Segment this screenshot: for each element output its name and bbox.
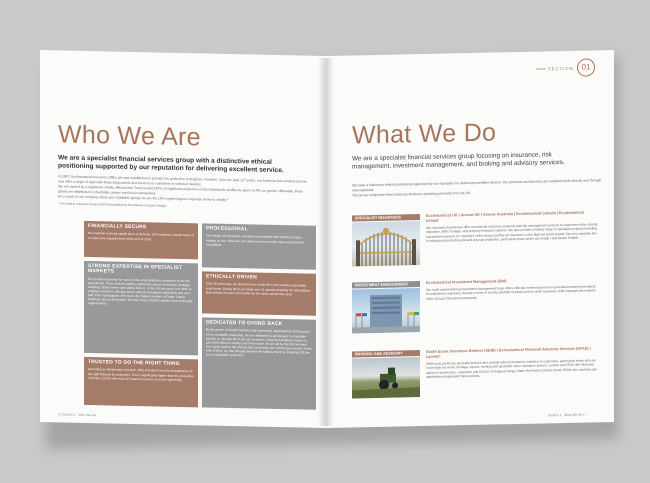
photo-ornate-gates	[352, 221, 420, 266]
box-professional	[202, 223, 316, 269]
photo-tractor-field	[352, 357, 420, 398]
box-trusted	[84, 357, 198, 407]
right-page	[326, 50, 614, 428]
left-page	[40, 50, 326, 428]
division-heading-insurance: Ecclesiastical UK | Ansvar UK | Ansvar Australia | Ecclesiastical Canada | Ecclesiastical Ireland	[426, 210, 584, 223]
division-heading-investment: Ecclesiastical Investment Management (EIM)	[426, 279, 507, 285]
box-ethically-driven	[202, 271, 316, 315]
right-paragraph-1: We have a distinctive ethical positioning supported by our reputation for delivering excellent service. Our products and services are marketed both directly and through intermediaries.	[352, 178, 602, 193]
section-label: SECTION	[548, 65, 574, 72]
box-text: We provide insurance for some of the most distinctive properties in the UK and abroad. These include castles, cathedrals, places of worship, heritage buildings, listed homes and stately homes. In the UK we insure over 90% of Anglican churches. We also insure almost all Anglican cathedrals and over half of the synagogues. We insure the highest number of Grade I listed buildings across all insurers. We also insure 40,000 charities and community organisations.	[88, 276, 193, 306]
box-heading: DEDICATED TO GIVING BACK	[206, 319, 283, 328]
division-text-investment: Our multi-award-winning investment management team offers ethically screened and non-screened investment products to institutional customers through a team of charity and faith markets) and to retail customers. EIM manages the majority of the Group's financial investments.	[426, 284, 596, 301]
photo-flags-building	[352, 288, 420, 333]
tractor-illustration-icon	[352, 357, 420, 398]
box-text: According to independent research, 89% of brokers trust Ecclesiastical to do the right thing by its customers. This is significantly higher than the proportion of brokers (53%) who trust UK financial services to do the right thing.	[88, 367, 194, 382]
spine-gutter	[318, 58, 334, 426]
flags-illustration-icon	[352, 288, 420, 333]
right-paragraph-2: The Group comprises three business divisions, operating primarily from the UK.	[352, 190, 472, 198]
box-text: Our ethical UK insurance operation is accredited with chartered status, making us one of the few UK chartered insurers who have achieved this recognition.	[206, 233, 305, 247]
box-giving-back	[202, 317, 316, 409]
page-title-who-we-are: Who We Are	[58, 120, 201, 152]
division-text-insurance: Our insurance businesses offer commercial insurance products and risk management services to customers in the charity, education, faith, heritage, and property investors markets. We also provide a limited range of specialist products including household insurance for members of the clergy and fine art insurance to the high net worth market. Our key expertise lies in valuing and protecting old and unusual properties, particularly those which are Grade I and Grade II listed.	[426, 222, 598, 243]
box-strong-expertise	[84, 261, 198, 355]
left-paragraph-2: We are owned by a registered charity, Allchurches Trust Limited (ATL). A significant proportion of Ecclesiastical's profits are given to ATL as grants. Ultimately, these grants are distributed to charitable causes and local communities.	[58, 184, 304, 196]
box-heading: TRUSTED TO DO THE RIGHT THING	[88, 359, 180, 367]
label-broking-advisory: BROKING AND ADVISORY	[352, 350, 420, 357]
right-page-footer: Section 1 · What We Do | 7	[548, 412, 587, 418]
section-number-badge: 01	[577, 58, 595, 76]
gate-illustration-icon	[352, 221, 420, 266]
box-text: We maintain a strong capital base at all times, with regulatory capital cover of 2.0 times the required level at the end of 2014.	[88, 231, 194, 241]
label-specialist-insurance: SPECIALIST INSURANCE	[352, 214, 420, 221]
left-paragraph-3: As a result of our company ethos and charitable giving, we are the UK's eighth largest corporate donor to charity.*	[58, 194, 229, 202]
box-financially-secure	[84, 221, 198, 259]
right-lead-text: We are a specialist financial services group focusing on insurance, risk management, investment management, and broking and advisory services.	[352, 151, 565, 171]
left-footnote: * UK Guide to Company Giving 2013/2014 published by the Directory of Social Change	[58, 201, 166, 208]
left-paragraph-1: In 1887, Ecclesiastical Insurance Office plc was established to provide fire protection to Anglican churches. Over the past 127 years, our business has evolved and we now offer a range of specialist financial products and services to customers in selected markets.	[58, 174, 308, 186]
label-investment-management: INVESTMENT MANAGEMENT	[352, 281, 420, 288]
box-heading: ETHICALLY DRIVEN	[206, 273, 257, 281]
section-rule	[536, 68, 546, 69]
page-title-what-we-do: What We Do	[352, 118, 497, 150]
division-text-broking: SEIB and Lycetts are specialist brokers who provide tailored insurance solutions to customers, particularly those who are in the high net worth, heritage, equine, farming and specialist motor insurance sectors. Lycetts and EFAS offer financial advice to businesses, customers and Church of England clergy. Under the Perfect Choice brand, EFAS also markets and administers prepayment funeral plans.	[426, 358, 597, 379]
box-heading: STRONG EXPERTISE IN SPECIALIST MARKETS	[88, 263, 183, 275]
left-lead-text: We are a specialist financial services group with a distinctive ethical positioning supported by our reputation for delivering excellent service.	[58, 154, 284, 175]
box-heading: FINANCIALLY SECURE	[88, 223, 147, 231]
box-text: Over 20 years ago, we launched one of the UK's first socially responsible retail funds. During 2014 our funds won 14 awards including the Moneyfacts Best Ethical Investment Provider for the sixth consecutive year.	[206, 281, 311, 296]
box-heading: PROFESSIONAL	[206, 225, 248, 233]
box-text: By the power of 40,000 charities and community organisations and because of our charitable ownership, we are dedicated to giving back to charitable causes. In January 2014, we set ourselves a bold and ambitious target: to give £50 million to charity over three years. As we will be the first we have ever given back to the charity and community over a three-year period. At the end of 2014, we had already reached the halfway mark by donating £25.6m to our charitable owner ATL.	[206, 327, 312, 358]
left-page-footer: 6 | Section 1 · Who We Are	[58, 412, 97, 418]
division-heading-broking: South Essex Insurance Brokers (SEIB) | Ecclesiastical Financial Advisory Services (EFAS) | Lycetts*	[426, 346, 591, 359]
